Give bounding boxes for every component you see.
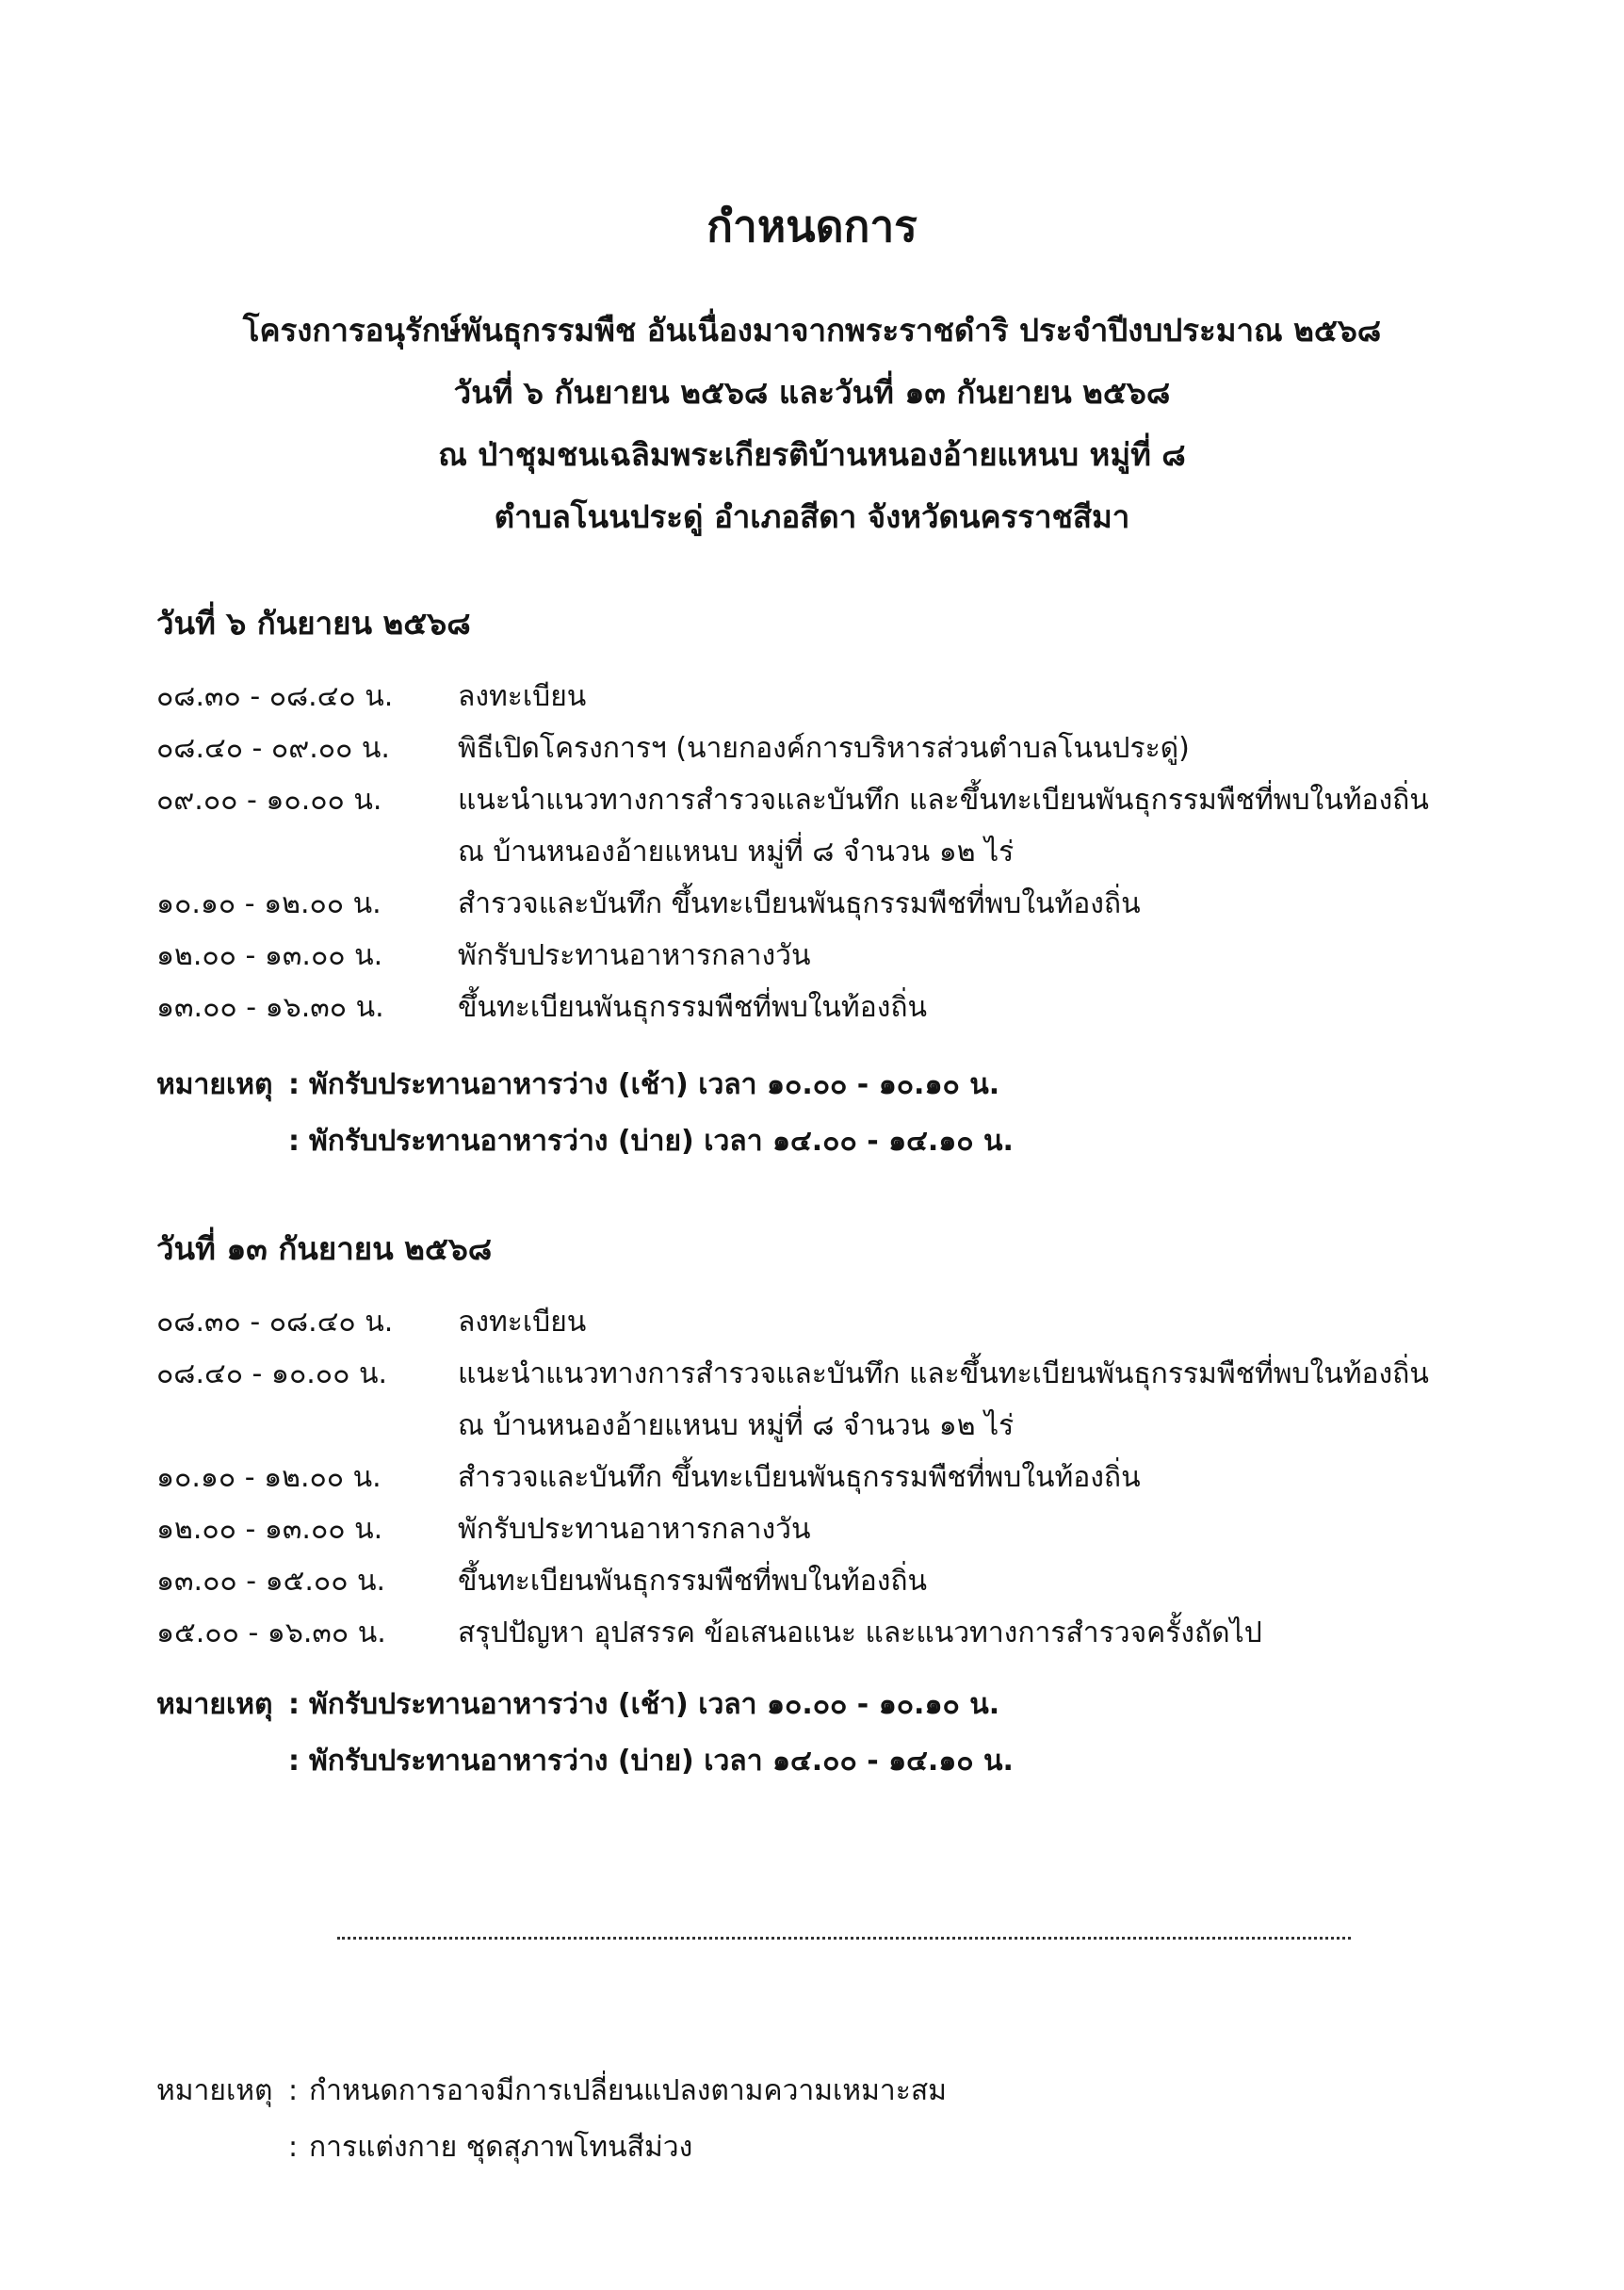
note-separator: : [288, 1125, 300, 1158]
note-separator: : [288, 2131, 299, 2164]
activity-line: สำรวจและบันทึก ขึ้นทะเบียนพันธุกรรมพืชที่พบในท้องถิ่น [458, 887, 1141, 920]
activity-line: ขึ้นทะเบียนพันธุกรรมพืชที่พบในท้องถิ่น [458, 1565, 928, 1598]
schedule-activity [458, 774, 1494, 878]
schedule-row [156, 1296, 1494, 1348]
schedule-activity [458, 1348, 1494, 1452]
activity-line: พักรับประทานอาหารกลางวัน [458, 939, 811, 972]
note-text: พักรับประทานอาหารว่าง (เช้า) เวลา ๑๐.๐๐ - ๑๐.๑๐ น. [309, 1068, 1000, 1101]
note-row [156, 1057, 1014, 1113]
schedule-time: ๐๘.๓๐ - ๐๘.๔๐ น. [156, 1306, 394, 1339]
schedule-activity [458, 1555, 1494, 1607]
schedule-activity [458, 1452, 1494, 1503]
note-text: กำหนดการอาจมีการเปลี่ยนแปลงตามความเหมาะสม [309, 2074, 947, 2107]
schedule-time: ๑๕.๐๐ - ๑๖.๓๐ น. [156, 1616, 386, 1649]
day2-heading: วันที่ ๑๓ กันยายน ๒๕๖๘ [156, 1230, 493, 1267]
activity-line: สรุปปัญหา อุปสรรค ข้อเสนอแนะ และแนวทางการสำรวจครั้งถัดไป [458, 1616, 1262, 1649]
note-text: พักรับประทานอาหารว่าง (บ่าย) เวลา ๑๔.๐๐ - ๑๔.๑๐ น. [309, 1745, 1014, 1778]
day1-note [156, 1057, 1014, 1170]
schedule-row [156, 930, 1494, 982]
activity-line: พิธีเปิดโครงการฯ (นายกองค์การบริหารส่วนตำบลโนนประดู่) [458, 732, 1190, 765]
schedule-activity [458, 1296, 1494, 1348]
schedule-time: ๑๐.๑๐ - ๑๒.๐๐ น. [156, 1461, 382, 1494]
note-row [156, 1113, 1014, 1170]
note-separator: : [288, 2074, 299, 2107]
schedule-row [156, 878, 1494, 930]
schedule-row [156, 671, 1494, 723]
activity-line: แนะนำแนวทางการสำรวจและบันทึก และขึ้นทะเบียนพันธุกรรมพืชที่พบในท้องถิ่น [458, 784, 1429, 817]
schedule-row [156, 1348, 1494, 1452]
schedule-row [156, 723, 1494, 774]
activity-line: ลงทะเบียน [458, 680, 587, 713]
note-separator: : [288, 1745, 300, 1778]
schedule-activity [458, 1503, 1494, 1555]
note-row [156, 2119, 947, 2176]
note-row [156, 1733, 1014, 1790]
schedule-time: ๐๘.๔๐ - ๐๙.๐๐ น. [156, 732, 390, 765]
schedule-activity [458, 930, 1494, 982]
note-separator: : [288, 1688, 300, 1721]
schedule-time: ๑๓.๐๐ - ๑๖.๓๐ น. [156, 991, 384, 1024]
schedule-activity [458, 1607, 1494, 1659]
schedule-row [156, 1555, 1494, 1607]
project-name: โครงการอนุรักษ์พันธุกรรมพืช อันเนื่องมาจากพระราชดำริ ประจำปีงบประมาณ ๒๕๖๘ [242, 312, 1382, 349]
note-text: การแต่งกาย ชุดสุภาพโทนสีม่วง [309, 2131, 693, 2164]
schedule-activity [458, 671, 1494, 723]
activity-line: สำรวจและบันทึก ขึ้นทะเบียนพันธุกรรมพืชที่พบในท้องถิ่น [458, 1461, 1141, 1494]
schedule-row [156, 1503, 1494, 1555]
activity-line: ณ บ้านหนองอ้ายแหนบ หมู่ที่ ๘ จำนวน ๑๒ ไร่ [458, 836, 1015, 869]
activity-line: ขึ้นทะเบียนพันธุกรรมพืชที่พบในท้องถิ่น [458, 991, 928, 1024]
note-label: หมายเหตุ [156, 1688, 273, 1721]
activity-line: พักรับประทานอาหารกลางวัน [458, 1513, 811, 1546]
schedule-row [156, 982, 1494, 1033]
note-label: หมายเหตุ [156, 2074, 273, 2107]
schedule-time: ๑๐.๑๐ - ๑๒.๐๐ น. [156, 887, 382, 920]
schedule-row [156, 1607, 1494, 1659]
activity-line: ลงทะเบียน [458, 1306, 587, 1339]
document-header [0, 300, 1624, 548]
day2-note [156, 1677, 1014, 1790]
note-text: พักรับประทานอาหารว่าง (เช้า) เวลา ๑๐.๐๐ - ๑๐.๑๐ น. [309, 1688, 1000, 1721]
note-text: พักรับประทานอาหารว่าง (บ่าย) เวลา ๑๔.๐๐ - ๑๔.๑๐ น. [309, 1125, 1014, 1158]
schedule-time: ๐๘.๓๐ - ๐๘.๔๐ น. [156, 680, 394, 713]
activity-line: แนะนำแนวทางการสำรวจและบันทึก และขึ้นทะเบียนพันธุกรรมพืชที่พบในท้องถิ่น [458, 1357, 1429, 1390]
note-label: หมายเหตุ [156, 1068, 273, 1101]
schedule-row [156, 1452, 1494, 1503]
schedule-time: ๑๓.๐๐ - ๑๕.๐๐ น. [156, 1565, 386, 1598]
note-row [156, 2063, 947, 2119]
document-title: กำหนดการ [706, 201, 918, 252]
day1-heading: วันที่ ๖ กันยายน ๒๕๖๘ [156, 605, 471, 642]
event-location: ณ ป่าชุมชนเฉลิมพระเกียรติบ้านหนองอ้ายแหนบ หมู่ที่ ๘ [438, 436, 1186, 473]
activity-line: ณ บ้านหนองอ้ายแหนบ หมู่ที่ ๘ จำนวน ๑๒ ไร่ [458, 1409, 1015, 1442]
schedule-row [156, 774, 1494, 878]
schedule-time: ๑๒.๐๐ - ๑๓.๐๐ น. [156, 939, 383, 972]
note-row [156, 1677, 1014, 1733]
event-dates: วันที่ ๖ กันยายน ๒๕๖๘ และวันที่ ๑๓ กันยายน ๒๕๖๘ [453, 374, 1171, 411]
dotted-divider [337, 1937, 1351, 1940]
schedule-time: ๐๙.๐๐ - ๑๐.๐๐ น. [156, 784, 382, 817]
note-separator: : [288, 1068, 300, 1101]
schedule-activity [458, 723, 1494, 774]
schedule-activity [458, 878, 1494, 930]
day2-schedule [156, 1296, 1494, 1659]
event-district: ตำบลโนนประดู่ อำเภอสีดา จังหวัดนครราชสีมา [494, 498, 1130, 535]
schedule-time: ๑๒.๐๐ - ๑๓.๐๐ น. [156, 1513, 383, 1546]
footer-note [156, 2063, 947, 2176]
schedule-time: ๐๘.๔๐ - ๑๐.๐๐ น. [156, 1357, 387, 1390]
day1-schedule [156, 671, 1494, 1033]
schedule-activity [458, 982, 1494, 1033]
